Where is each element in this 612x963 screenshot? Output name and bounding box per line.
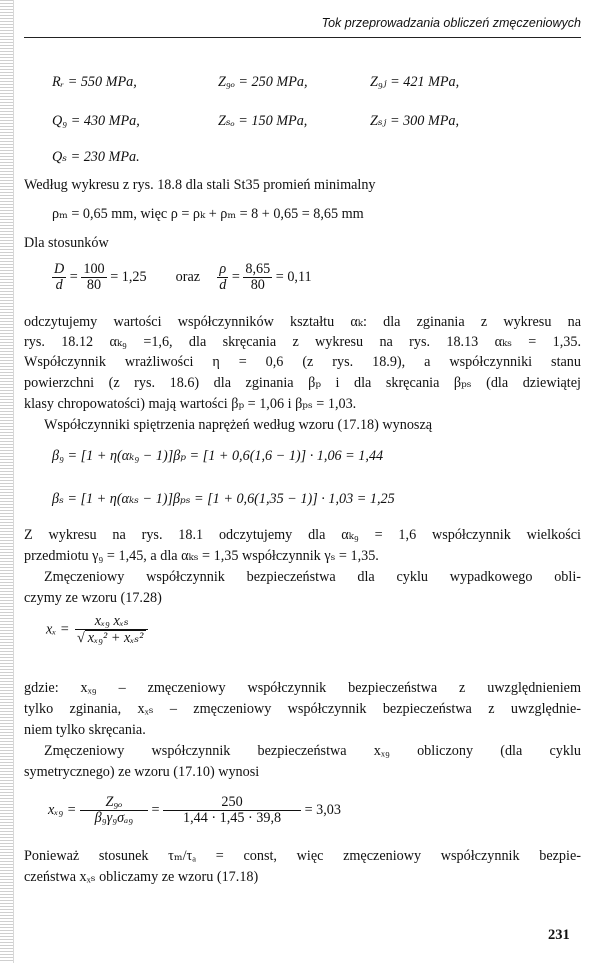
- text-line: przedmiotu γ₉ = 1,45, a dla αₖₛ = 1,35 współczynnik γₛ = 1,35.: [24, 548, 379, 564]
- text-line: Dla stosunków: [24, 235, 109, 251]
- equation-beta-s: βₛ = [1 + η(αₖₛ − 1)]βₚₛ = [1 + 0,6(1,35 − 1)] · 1,03 = 1,25: [52, 491, 395, 507]
- fraction-xzg-symbolic: $\frac{\text{Z₉ₒ}}{\text{β₉γ₉σₐ₉}}$: [80, 795, 148, 826]
- header-rule: [24, 37, 581, 38]
- equation-beta-g: β₉ = [1 + η(αₖ₉ − 1)]βₚ = [1 + 0,6(1,6 − 1)] · 1,06 = 1,44: [52, 448, 384, 464]
- text-line: czeństwa xₓₛ obliczamy ze wzoru (17.18): [24, 869, 259, 885]
- param-qg: Q₉ = 430 MPa,: [52, 113, 140, 129]
- fraction-rho-d: $\frac{\rho}{d}$: [219, 261, 227, 293]
- page-number: 231: [548, 927, 570, 943]
- text-line: Współczynniki spiętrzenia naprężeń według wzoru (17.18) wynoszą: [44, 417, 433, 433]
- text-line: powierzchni (z rys. 18.6) dla zginania βₚ i dla skręcania βₚₛ (dla dziewiątej: [24, 375, 581, 391]
- text-line: niem tylko skręcania.: [24, 722, 146, 738]
- text-line: Współczynnik wrażliwości η = 0,6 (z rys. 18.9), a współczynniki stanu: [24, 354, 581, 370]
- fraction-xz: $\frac{\text{xₓ₉ xₓₛ}}{\text{√ xₓ₉² + xₓₛ²}}$: [75, 614, 148, 646]
- param-zso: Zₛₒ = 150 MPa,: [218, 113, 308, 129]
- page-binding-edge: [0, 0, 14, 963]
- text-line: gdzie: xₓ₉ – zmęczeniowy współczynnik bezpieczeństwa z uwzględnieniem: [24, 680, 581, 696]
- fraction-865-80: $\frac{8,65}{80}$: [245, 261, 271, 293]
- text-line: czymy ze wzoru (17.28): [24, 590, 162, 606]
- text-line: symetrycznego) ze wzoru (17.10) wynosi: [24, 764, 260, 780]
- text-line: Według wykresu z rys. 18.8 dla stali St35 promień minimalny: [24, 177, 376, 193]
- text-line: Ponieważ stosunek τₘ/τₐ = const, więc zmęczeniowy współczynnik bezpie-: [24, 848, 581, 864]
- param-qs: Qₛ = 230 MPa.: [52, 149, 140, 165]
- text-line: Zmęczeniowy współczynnik bezpieczeństwa xₓ₉ obliczony (dla cyklu: [44, 743, 581, 759]
- param-zgj: Z₉ⱼ = 421 MPa,: [370, 74, 460, 90]
- text-line: Zmęczeniowy współczynnik bezpieczeństwa dla cyklu wypadkowego obli-: [44, 569, 581, 585]
- equation-ratios: $\frac{D}{d}$ = $\frac{100}{80}$ = 1,25 oraz $\frac{\rho}{d}$ = $\frac{8,65}{80}$ = 0,11: [54, 261, 312, 293]
- fraction-xzg-numeric: $\frac{250}{1,44 \cdot 1,45 \cdot 39,8}$: [163, 795, 301, 826]
- param-zsj: Zₛⱼ = 300 MPa,: [370, 113, 460, 129]
- text-line: odczytujemy wartości współczynników kształtu αₖ: dla zginania z wykresu na: [24, 314, 581, 330]
- fraction-D-d: $\frac{D}{d}$: [54, 261, 65, 293]
- text-line: rys. 18.12 αₖ₉ =1,6, dla skręcania z wykresu na rys. 18.13 αₖₛ = 1,35.: [24, 334, 581, 350]
- param-rr: Rᵣ = 550 MPa,: [52, 74, 137, 90]
- equation-xzg: xₓ₉ = $\frac{\text{Z₉ₒ}}{\text{β₉γ₉σₐ₉}}$ = $\frac{250}{1,44 \cdot 1,45 \cdot 39,8}$ = 3,03: [48, 794, 341, 826]
- equation-xz: xₓ = $\frac{\text{xₓ₉ xₓₛ}}{\text{√ xₓ₉² + xₓₛ²}}$: [46, 614, 148, 646]
- text-line: Z wykresu na rys. 18.1 odczytujemy dla αₖ₉ = 1,6 współczynnik wielkości: [24, 527, 581, 543]
- equation-rho: ρₘ = 0,65 mm, więc ρ = ρₖ + ρₘ = 8 + 0,65 = 8,65 mm: [52, 206, 364, 222]
- text-line: klasy chropowatości) mają wartości βₚ = 1,06 i βₚₛ = 1,03.: [24, 396, 357, 412]
- param-zgo: Z₉ₒ = 250 MPa,: [218, 74, 308, 90]
- text-line: tylko zginania, xₓₛ – zmęczeniowy współczynnik bezpieczeństwa z uwzględnie-: [24, 701, 581, 717]
- fraction-100-80: $\frac{100}{80}$: [83, 261, 105, 293]
- running-head: Tok przeprowadzania obliczeń zmęczeniowych: [321, 16, 581, 30]
